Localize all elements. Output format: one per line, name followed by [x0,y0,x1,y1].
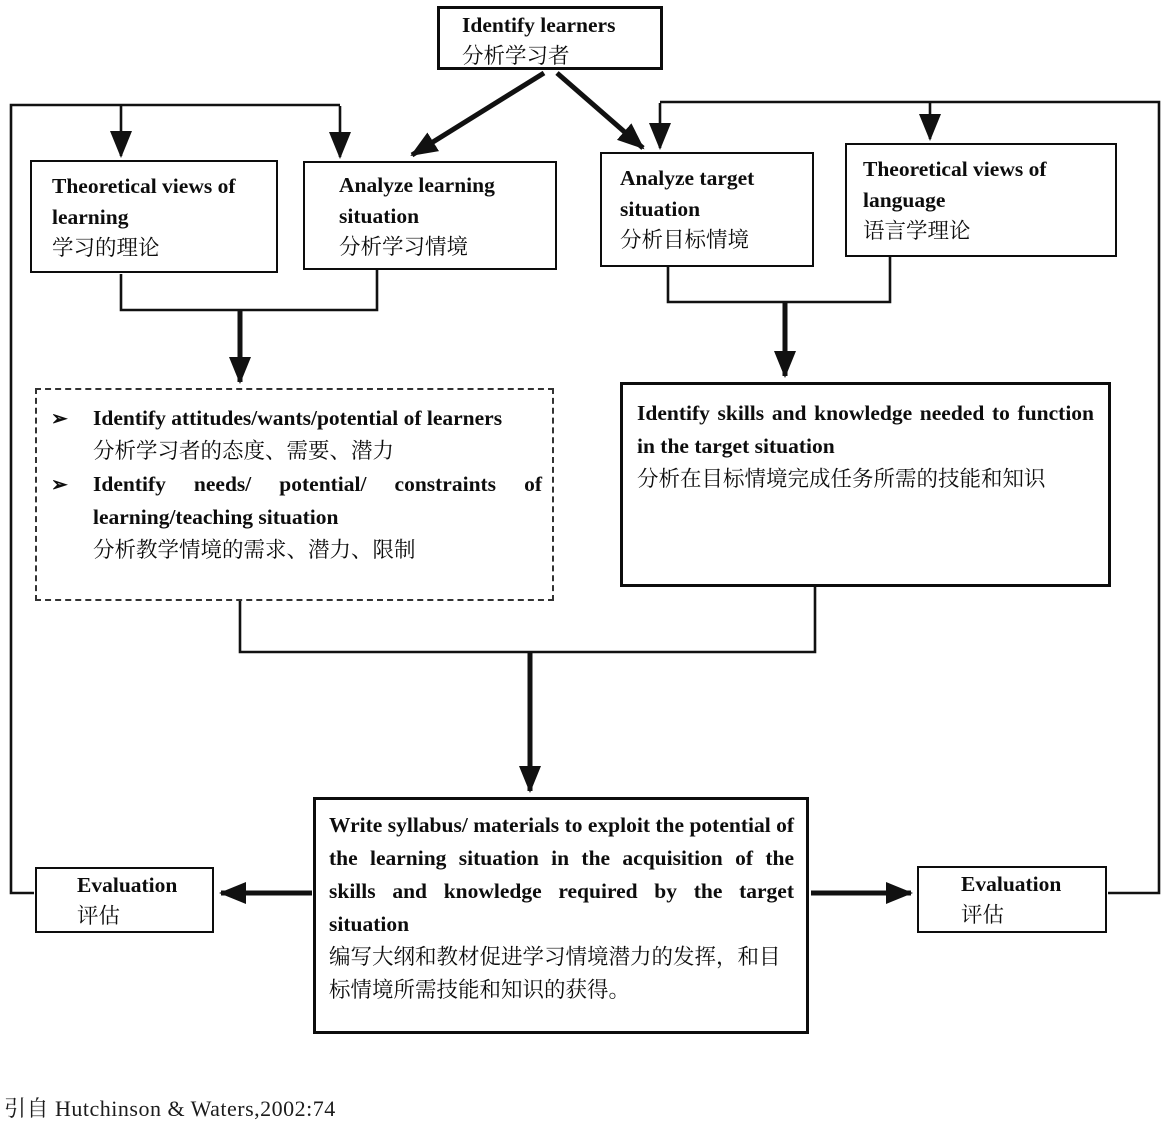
node-label-zh: 分析学习情境 [339,235,469,259]
node-label-en: Analyze learning situation [339,173,495,228]
node-write-syllabus [313,797,809,1034]
node-label-en: Theoretical views of language [863,157,1047,212]
node-label-zh: 学习的理论 [52,236,160,260]
list-item-en: Identify needs/ potential/ constraints of learning/teaching situation [93,472,542,529]
bullet-arrow-icon: ➢ [51,474,68,496]
list-item [51,402,542,468]
list-item-zh: 分析教学情境的需求、潜力、限制 [93,538,416,562]
node-label-zh: 评估 [961,903,1005,927]
bullet-arrow-icon: ➢ [51,408,68,430]
arrow-learners-to-target-situation [557,73,643,148]
node-learner-analysis [35,388,554,601]
node-label-en: Write syllabus/ materials to exploit the potential of the learning situation in the acquisition of the skills and knowledge required by the target situation [329,813,794,936]
node-label-en: Identify learners [462,13,616,37]
list-item-text [93,468,542,567]
node-evaluation-left [35,867,214,933]
node-label-en: Evaluation [961,872,1062,896]
node-label-zh: 评估 [77,904,121,928]
node-identify-skills [620,382,1111,587]
node-label-zh: 分析目标情境 [620,228,750,252]
left-merge-connector [121,270,377,310]
node-evaluation-right [917,866,1107,933]
source-citation: 引自 Hutchinson & Waters,2002:74 [4,1096,336,1121]
list-item-en: Identify attitudes/wants/potential of learners [93,406,503,430]
list-item [51,468,542,567]
node-analyze-target-situation [600,152,814,267]
node-theoretical-views-of-learning [30,160,278,273]
node-label-en: Evaluation [77,873,178,897]
node-label-zh: 编写大纲和教材促进学习情境潜力的发挥，和目标情境所需技能和知识的获得。 [329,945,781,1002]
node-label-en: Analyze target situation [620,166,755,221]
node-analyze-learning-situation [303,161,557,270]
list-item-zh: 分析学习者的态度、需要、潜力 [93,439,395,463]
node-label-zh: 分析学习者 [462,44,570,68]
node-identify-learners [437,6,663,70]
arrow-learners-to-learning-situation [412,73,544,155]
node-label-zh: 语言学理论 [863,219,971,243]
node-label-en: Identify skills and knowledge needed to function in the target situation [637,401,1094,458]
list-item-text [93,402,542,468]
node-theoretical-views-of-language [845,143,1117,257]
node-label-en: Theoretical views of learning [52,174,236,229]
node-label-zh: 分析在目标情境完成任务所需的技能和知识 [637,467,1046,491]
